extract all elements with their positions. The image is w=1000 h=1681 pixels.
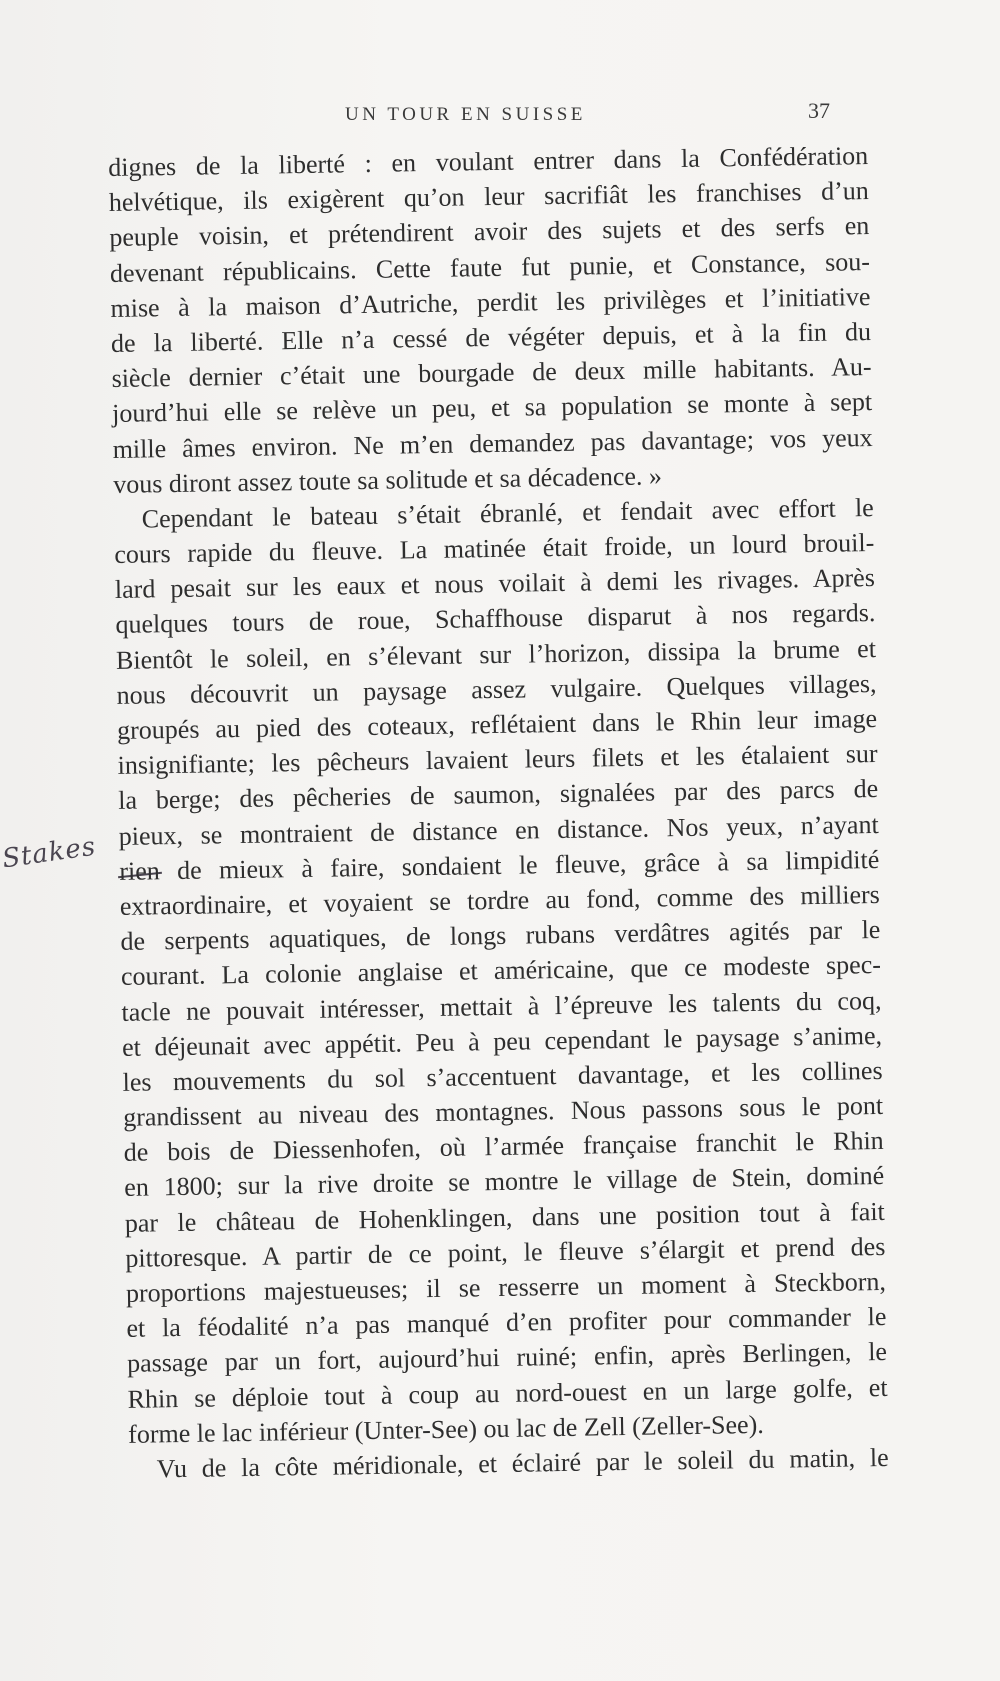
text-line: mille âmes environ. Ne m’en demandez pas davantage; vos yeux	[112, 422, 873, 464]
text-line: pittoresque. A partir de ce point, le fleuve s’élargit et prend des	[125, 1231, 886, 1273]
text-line: pieux, se montraient de distance en distance. Nos yeux, n’ayant	[118, 809, 879, 851]
text-line: Cependant le bateau s’était ébranlé, et fendait avec effort le	[141, 492, 874, 534]
text-line: extraordinaire, et voyaient se tordre au fond, comme des milliers	[119, 879, 881, 921]
text-line: forme le lac inférieur (Unter-See) ou lac de Zell (Zeller-See).	[127, 1409, 764, 1449]
text-line: vous diront assez toute sa solitude et sa décadence. »	[113, 461, 663, 499]
text-line: Vu de la côte méridionale, et éclairé par le soleil du matin, le	[156, 1442, 889, 1484]
text-line: passage par un fort, aujourd’hui ruiné; enfin, après Berlingen, le	[126, 1337, 888, 1379]
text-line: helvétique, ils exigèrent qu’on leur sacrifiât les franchises d’un	[108, 176, 869, 218]
text-line: rien de mieux à faire, sondaient le fleuve, grâce à sa limpidité	[119, 844, 880, 886]
text-line: mise à la maison d’Autriche, perdit les privilèges et l’initiative	[110, 281, 871, 323]
text-line: tacle ne pouvait intéresser, mettait à l’épreuve les talents du coq,	[121, 985, 882, 1027]
text-line: quelques tours de roue, Schaffhouse disparut à nos regards.	[115, 598, 876, 640]
text-line: jourd’hui elle se relève un peu, et sa population se monte à sept	[111, 387, 873, 429]
text-line: et la féodalité n’a pas manqué d’en profiter pour commander le	[126, 1302, 887, 1344]
text-line: proportions majestueuses; il se resserre un moment à Steckborn,	[125, 1266, 887, 1308]
text-line: en 1800; sur la rive droite se montre le village de Stein, dominé	[124, 1161, 885, 1203]
text-line: la berge; des pêcheries de saumon, signalées par des parcs de	[117, 774, 879, 816]
running-title: UN TOUR EN SUISSE	[345, 104, 586, 125]
text-line: de bois de Diessenhofen, où l’armée française franchit le Rhin	[123, 1126, 884, 1168]
text-line: les mouvements du sol s’accentuent davantage, et les collines	[122, 1055, 883, 1097]
text-line: lard pesait sur les eaux et nous voilait à demi les rivages. Après	[114, 563, 876, 605]
text-line: Bientôt le soleil, en s’élevant sur l’horizon, dissipa la brume et	[115, 633, 877, 675]
text-line: peuple voisin, et prétendirent avoir des sujets et des serfs en	[109, 211, 870, 253]
text-line: nous découvrit un paysage assez vulgaire. Quelques villages,	[116, 668, 877, 710]
text-line: dignes de la liberté : en voulant entrer dans la Confédération	[108, 141, 869, 182]
text-line: insignifiante; les pêcheurs lavaient leurs filets et les étalaient sur	[117, 739, 878, 781]
text-line: Rhin se déploie tout à coup au nord-ouest en un large golfe, et	[127, 1372, 888, 1414]
text-line: par le château de Hohenklingen, dans une position tout à fait	[124, 1196, 885, 1238]
text-line: de serpents aquatiques, de longs rubans verdâtres agités par le	[120, 915, 881, 957]
text-line: cours rapide du fleuve. La matinée était froide, un lourd brouil-	[114, 528, 875, 570]
text-line: siècle dernier c’était une bourgade de deux mille habitants. Au-	[111, 352, 872, 394]
text-line: courant. La colonie anglaise et américaine, que ce modeste spec-	[120, 950, 882, 992]
text-line: de la liberté. Elle n’a cessé de végéter depuis, et à la fin du	[110, 316, 872, 358]
text-line: grandissent au niveau des montagnes. Nous passons sous le pont	[122, 1091, 884, 1132]
text-line: groupés au pied des coteaux, reflétaient dans le Rhin leur image	[116, 703, 878, 745]
page-number: 37	[808, 98, 830, 123]
margin-handwritten-note: Stakes	[0, 831, 98, 875]
body-text	[108, 138, 889, 1487]
text-line: devenant républicains. Cette faute fut punie, et Constance, sou-	[109, 246, 871, 288]
text-line: et déjeunait avec appétit. Peu à peu cependant le paysage s’anime,	[121, 1020, 883, 1062]
